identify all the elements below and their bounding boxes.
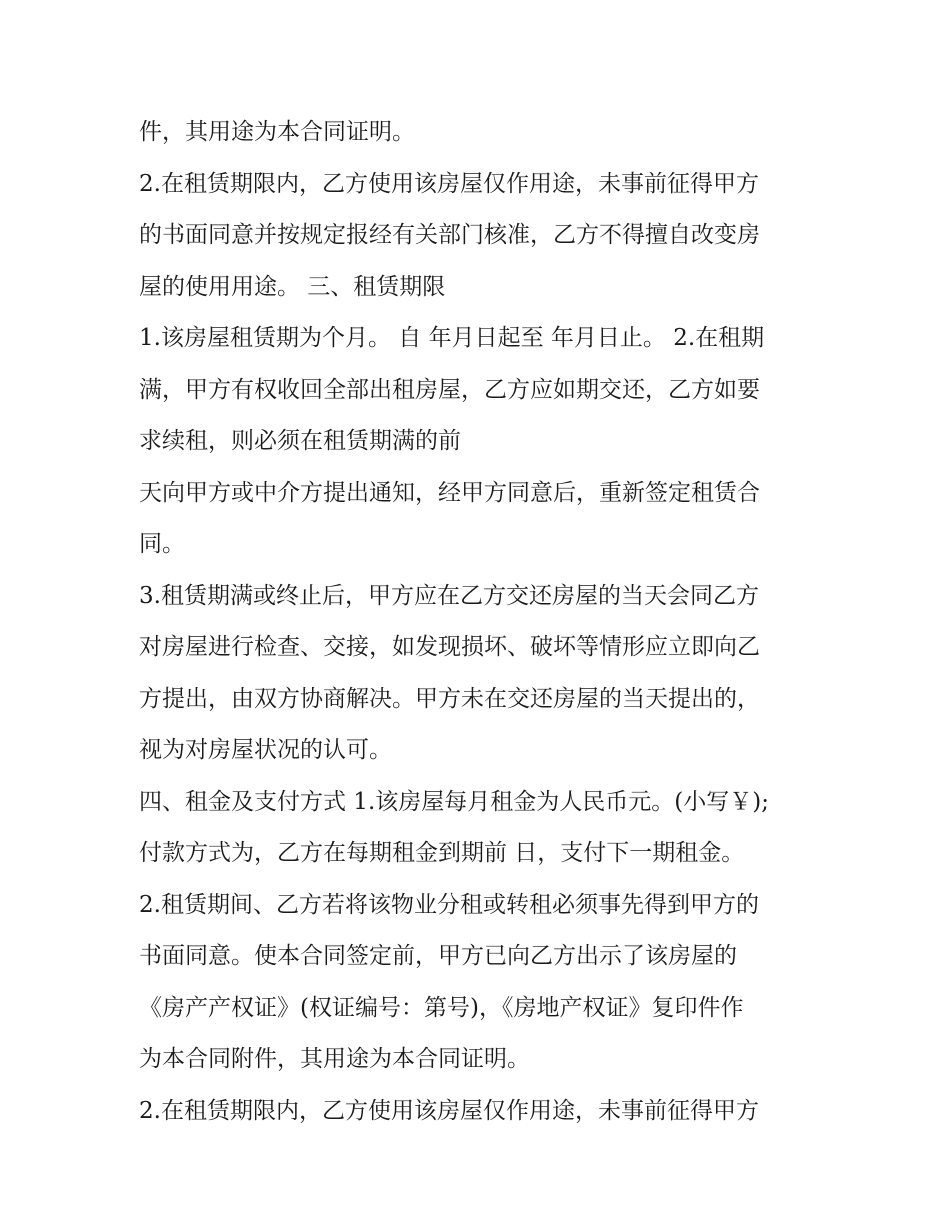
text-line: 2.租赁期间、乙方若将该物业分租或转租必须事先得到甲方的 [139,891,759,918]
text-line: 方提出，由双方协商解决。甲方未在交还房屋的当天提出的， [139,685,760,712]
text-line: 四、租金及支付方式 1.该房屋每月租金为人民币元。(小写￥); [139,788,769,815]
document-body [139,107,819,1137]
text-line: 满，甲方有权收回全部出租房屋，乙方应如期交还，乙方如要 [139,376,760,403]
text-line: 屋的使用用途。 三、租赁期限 [139,273,446,300]
text-line: 件，其用途为本合同证明。 [139,119,415,145]
text-line: 1.该房屋租赁期为个月。 自 年月日起至 年月日止。 2.在租期 [139,325,765,351]
text-line: 《房产产权证》(权证编号：第号)，《房地产权证》复印件作 [139,994,744,1021]
text-line: 付款方式为，乙方在每期租金到期前 日，支付下一期租金。 [139,840,745,866]
text-line: 为本合同附件，其用途为本合同证明。 [139,1046,530,1072]
text-line: 3.租赁期满或终止后，甲方应在乙方交还房屋的当天会同乙方 [139,582,759,609]
text-line: 视为对房屋状况的认可。 [139,737,392,763]
text-line: 对房屋进行检查、交接，如发现损坏、破坏等情形应立即向乙 [139,634,760,660]
text-line: 2.在租赁期限内，乙方使用该房屋仅作用途，未事前征得甲方 [139,170,759,197]
text-line: 求续租，则必须在租赁期满的前 [139,428,461,454]
text-line: 天向甲方或中介方提出通知，经甲方同意后，重新签定租赁合 [139,479,760,506]
text-line: 同。 [139,531,185,557]
text-line: 的书面同意并按规定报经有关部门核准，乙方不得擅自改变房 [139,222,760,248]
text-line: 书面同意。使本合同签定前，甲方已向乙方出示了该房屋的 [139,943,737,969]
text-line: 2.在租赁期限内，乙方使用该房屋仅作用途，未事前征得甲方 [139,1097,759,1124]
